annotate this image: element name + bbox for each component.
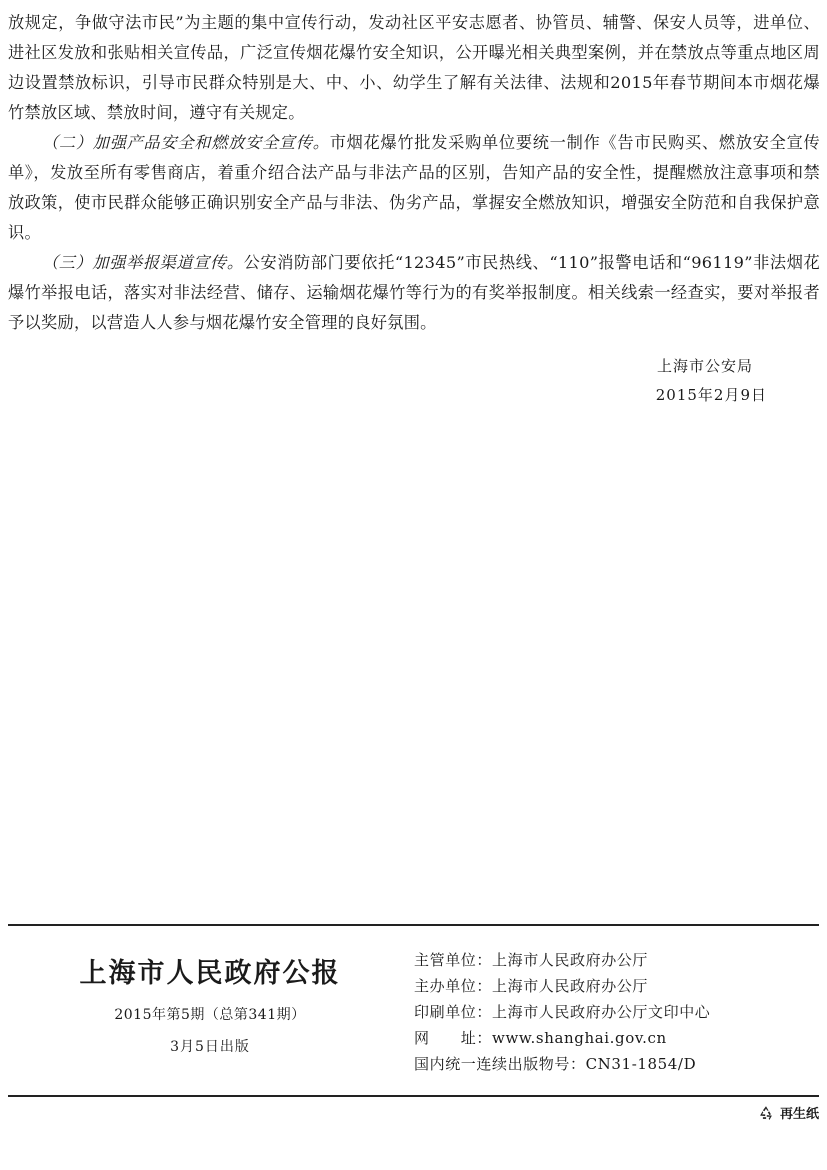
- gazette-masthead: [40, 948, 380, 1058]
- meta-website: 网 址：www.shanghai.gov.cn: [414, 1029, 667, 1047]
- signature-org: 上海市公安局: [656, 357, 753, 375]
- paragraph-3: [8, 248, 820, 338]
- paragraph-3-text: 公安消防部门要依托“12345”市民热线、“110”报警电话和“96119”非法烟花爆竹举报电话，落实对非法经营、储存、运输烟花爆竹等行为的有奖举报制度。相关线索一经查实，要对举报者予以奖励，以营造人人参与烟花爆竹安全管理的良好氛围。: [8, 253, 820, 332]
- recycled-paper-mark: [758, 1103, 819, 1122]
- meta-sponsor: 主办单位：上海市人民政府办公厅: [414, 977, 649, 995]
- document-body: [8, 8, 820, 338]
- paragraph-continued: 放规定，争做守法市民”为主题的集中宣传行动，发动社区平安志愿者、协管员、辅警、保安人员等，进单位、进社区发放和张贴相关宣传品，广泛宣传烟花爆竹安全知识，公开曝光相关典型案例，并在禁放点等重点地区周边设置禁放标识，引导市民群众特别是大、中、小、幼学生了解有关法律、法规和2015年春节期间本市烟花爆竹禁放区域、禁放时间，遵守有关规定。: [8, 13, 820, 122]
- gazette-pub-date: 3月5日出版: [170, 1039, 250, 1055]
- publication-info: [414, 947, 814, 1077]
- signature-date: 2015年2月9日: [655, 386, 767, 404]
- meta-printer: 印刷单位：上海市人民政府办公厅文印中心: [414, 1003, 711, 1021]
- paragraph-3-heading: （三）加强举报渠道宣传。: [42, 253, 244, 272]
- signature-block: [656, 352, 767, 410]
- gazette-issue: 2015年第5期（总第341期）: [114, 1007, 306, 1023]
- gazette-title: 上海市人民政府公报: [79, 958, 341, 989]
- meta-serial-number: 国内统一连续出版物号：CN31-1854/D: [414, 1055, 697, 1073]
- paragraph-2: [8, 128, 820, 248]
- meta-supervisor: 主管单位：上海市人民政府办公厅: [414, 951, 649, 969]
- footer-divider-bottom: [8, 1095, 819, 1097]
- paragraph-2-heading: （二）加强产品安全和燃放安全宣传。: [42, 133, 330, 152]
- recycled-paper-label: 再生纸: [779, 1107, 819, 1122]
- paragraph-2-text: 市烟花爆竹批发采购单位要统一制作《告市民购买、燃放安全宣传单》，发放至所有零售商店，着重介绍合法产品与非法产品的区别，告知产品的安全性，提醒燃放注意事项和禁放政策，使市民群众能够正确识别安全产品与非法、伪劣产品，掌握安全燃放知识，增强安全防范和自我保护意识。: [8, 133, 820, 242]
- footer-divider-top: [8, 924, 819, 926]
- recycle-icon: [758, 1105, 774, 1121]
